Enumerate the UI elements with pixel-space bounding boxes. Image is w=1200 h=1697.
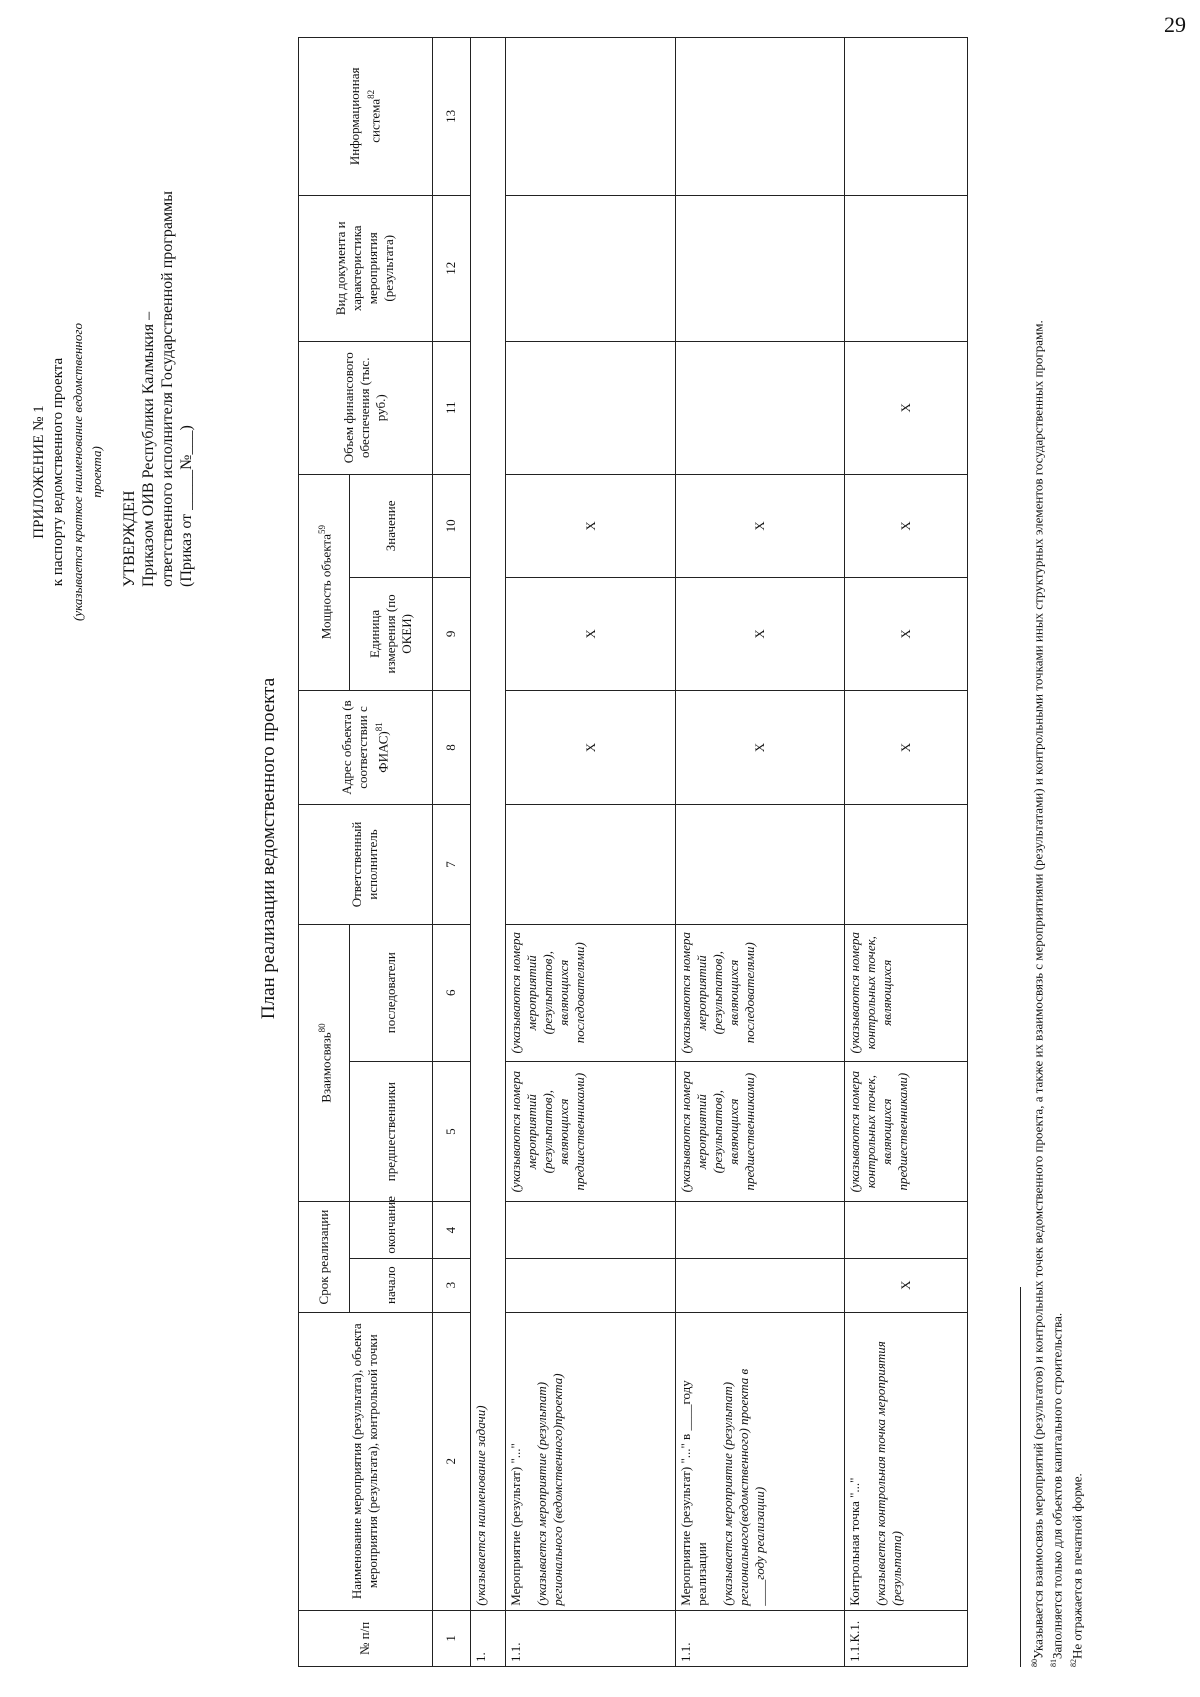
col-number: 2 [432, 1312, 470, 1610]
row-start [675, 1258, 844, 1312]
header-succ: последователи [350, 924, 433, 1061]
footnote-82 [1066, 27, 1085, 1667]
row-unit: X [845, 578, 968, 690]
col-number: 12 [432, 195, 470, 341]
header-addr-text: Адрес объекта (в соответствии с ФИАС) [339, 700, 391, 795]
footnote-sup: 80 [1030, 1659, 1039, 1667]
row-addr: X [506, 690, 675, 805]
header-start: начало [350, 1258, 433, 1312]
row-num: 1.1.К.1. [845, 1610, 968, 1666]
header-num: № п/п [299, 1610, 433, 1666]
header-power-text: Мощность объекта [318, 534, 334, 640]
col-number: 7 [432, 805, 470, 924]
row-succ: (указываются номера мероприятий (результатов), являющихся последователями) [506, 924, 675, 1061]
row-end [675, 1202, 844, 1258]
row-resp [845, 805, 968, 924]
task-row [470, 38, 506, 1667]
row-title: Мероприятие (результат) "..." [508, 1443, 524, 1606]
header-addr [299, 690, 433, 805]
col-number: 8 [432, 690, 470, 805]
col-number: 3 [432, 1258, 470, 1312]
row-title: Мероприятие (результат) "..." в ____году реализации [677, 1380, 709, 1606]
row-pred: (указываются номера контрольных точек, являющихся предшественниками) [845, 1061, 968, 1202]
header-term: Срок реализации [299, 1202, 350, 1312]
header-power-sup: 59 [316, 525, 327, 535]
task-name: (указывается наименование задачи) [470, 38, 506, 1611]
row-note: (указывается контрольная точка мероприятия (результата) [873, 1341, 905, 1606]
header-info-sup: 82 [366, 89, 377, 99]
header-link-sup: 80 [316, 1023, 327, 1033]
row-resp [506, 805, 675, 924]
row-unit: X [506, 578, 675, 690]
row-value: X [675, 474, 844, 578]
row-finance [506, 341, 675, 474]
plan-title: План реализации ведомственного проекта [258, 677, 279, 1020]
col-number: 4 [432, 1202, 470, 1258]
col-number: 13 [432, 38, 470, 196]
row-succ: (указываются номера мероприятий (результатов), являющихся последователями) [675, 924, 844, 1061]
header-value: Значение [350, 474, 433, 578]
column-number-row [432, 38, 470, 1667]
row-pred: (указываются номера мероприятий (результатов), являющихся предшественниками) [506, 1061, 675, 1202]
row-num: 1.1. [506, 1610, 675, 1666]
plan-table [298, 37, 968, 1667]
row-start [506, 1258, 675, 1312]
footnote-text: Не отражается в печатной форме. [1068, 1473, 1084, 1659]
row-info [845, 38, 968, 196]
col-number: 6 [432, 924, 470, 1061]
document-header [30, 137, 196, 637]
footnotes [1020, 27, 1085, 1667]
order-line: (Приказ от _____№___) [178, 425, 195, 587]
appendix-note: (указывается краткое наименование ведомственного проекта) [70, 323, 104, 621]
footnote-divider [1020, 1287, 1021, 1667]
row-end [506, 1202, 675, 1258]
approval-block [120, 137, 196, 587]
footnote-sup: 81 [1049, 1659, 1059, 1667]
approved-label: УТВЕРЖДЕН [121, 490, 138, 587]
row-name-cell [675, 1312, 844, 1610]
row-value: X [845, 474, 968, 578]
row-name-cell [845, 1312, 968, 1610]
row-start: X [845, 1258, 968, 1312]
row-title: Контрольная точка "..." [847, 1477, 863, 1606]
footnote-sup: 82 [1068, 1659, 1078, 1667]
table-row [506, 38, 675, 1667]
header-finance: Объем финансового обеспечения (тыс. руб.) [299, 341, 433, 474]
row-note: (указывается мероприятие (результат) регионального(ведомственного) проекта в ____году реализации) [719, 1368, 767, 1606]
row-pred: (указываются номера мероприятий (результатов), являющихся предшественниками) [675, 1061, 844, 1202]
col-number: 9 [432, 578, 470, 690]
footnote-text: Заполняется только для объектов капитального строительства. [1049, 1312, 1065, 1659]
row-value: X [506, 474, 675, 578]
header-doc: Вид документа и характеристика мероприятия (результата) [299, 195, 433, 341]
row-doc [845, 195, 968, 341]
header-end: окончание [350, 1202, 433, 1258]
row-doc [675, 195, 844, 341]
row-info [506, 38, 675, 196]
appendix-to: к паспорту ведомственного проекта [50, 357, 66, 587]
row-unit: X [675, 578, 844, 690]
row-finance [675, 341, 844, 474]
header-name: Наименование мероприятия (результата), объекта мероприятия (результата), контрольной точки [299, 1312, 433, 1610]
page-number: 29 [1164, 12, 1186, 37]
header-resp: Ответственный исполнитель [299, 805, 433, 924]
table-row [675, 38, 844, 1667]
col-number: 11 [432, 341, 470, 474]
appendix-title: ПРИЛОЖЕНИЕ № 1 [31, 405, 47, 539]
row-note: (указывается мероприятие (результат) регионального (ведомственного)проекта) [534, 1373, 566, 1606]
header-link-text: Взаимосвязь [318, 1032, 334, 1103]
row-resp [675, 805, 844, 924]
col-number: 10 [432, 474, 470, 578]
header-addr-sup: 81 [374, 722, 385, 732]
approved-by-line2: ответственного исполнителя Государственной программы [159, 191, 176, 587]
header-info [299, 38, 433, 196]
approved-by-line1: Приказом ОИВ Республики Калмыкия – [140, 311, 157, 587]
footnote-81 [1046, 27, 1065, 1667]
row-succ: (указываются номера контрольных точек, являющихся [845, 924, 968, 1061]
row-num: 1.1. [675, 1610, 844, 1666]
task-num: 1. [470, 1610, 506, 1666]
header-info-text: Информационная система [347, 67, 383, 166]
row-doc [506, 195, 675, 341]
header-link [299, 924, 350, 1202]
col-number: 1 [432, 1610, 470, 1666]
row-end [845, 1202, 968, 1258]
footnote-text: Указывается взаимосвязь мероприятий (результатов) и контрольных точек ведомственного проекта, а также их взаимосвязь с мероприятиями (результатами) и контрольными точками иных структурных элементов государственных программ. [1030, 320, 1046, 1659]
col-number: 5 [432, 1061, 470, 1202]
header-power [299, 474, 350, 690]
appendix-block [30, 307, 106, 637]
header-unit: Единица измерения (по ОКЕИ) [350, 578, 433, 690]
row-finance: X [845, 341, 968, 474]
row-info [675, 38, 844, 196]
row-addr: X [845, 690, 968, 805]
footnote-80 [1027, 27, 1046, 1667]
row-name-cell [506, 1312, 675, 1610]
table-row [845, 38, 968, 1667]
header-pred: предшественники [350, 1061, 433, 1202]
row-addr: X [675, 690, 844, 805]
